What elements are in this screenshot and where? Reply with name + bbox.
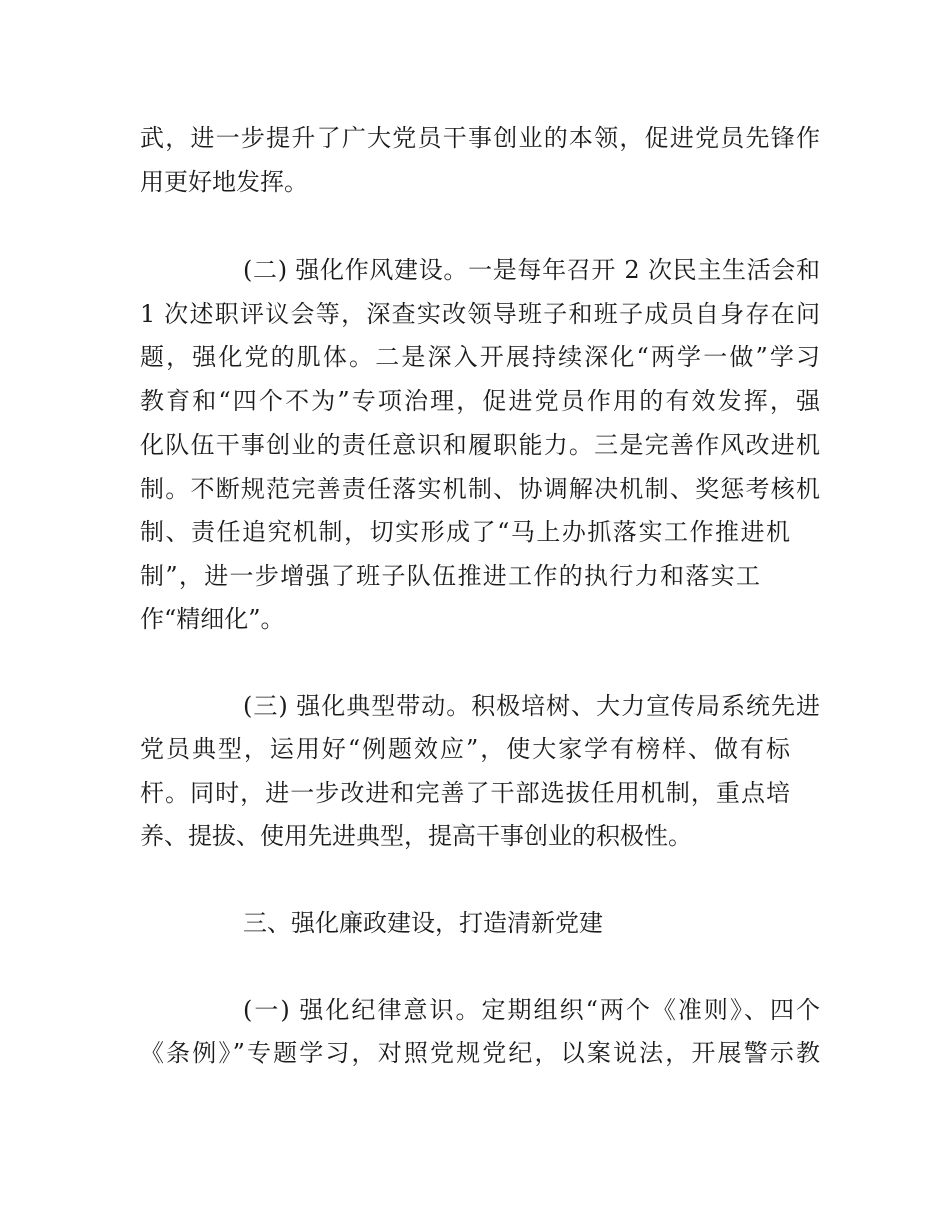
paragraph-line: 化队伍干事创业的责任意识和履职能力。三是完善作风改进机 — [140, 431, 820, 459]
paragraph-line: 题，强化党的肌体。二是深入开展持续深化“两学一做”学习 — [140, 343, 820, 371]
paragraph-line: (一) 强化纪律意识。定期组织“两个《准则》、四个 — [243, 996, 820, 1024]
paragraph-line: (三) 强化典型带动。积极培树、大力宣传局系统先进 — [243, 692, 820, 720]
paragraph-line: 制。不断规范完善责任落实机制、协调解决机制、奖惩考核机 — [140, 475, 820, 503]
paragraph-line: (二) 强化作风建设。一是每年召开 2 次民主生活会和 — [243, 256, 820, 284]
paragraph-line: 教育和“四个不为”专项治理，促进党员作用的有效发挥，强 — [140, 387, 820, 415]
paragraph-line: 党员典型，运用好“例题效应”，使大家学有榜样、做有标 — [140, 735, 790, 763]
paragraph-line: 用更好地发挥。 — [140, 168, 308, 196]
paragraph-line: 杆。同时，进一步改进和完善了干部选拔任用机制，重点培 — [140, 779, 790, 807]
paragraph-line: 《条例》”专题学习，对照党规党纪，以案说法，开展警示教 — [140, 1039, 820, 1067]
paragraph-line: 武，进一步提升了广大党员干事创业的本领，促进党员先锋作 — [140, 124, 820, 152]
paragraph-line: 养、提拔、使用先进典型，提高干事创业的积极性。 — [140, 822, 692, 850]
paragraph-line: 制”，进一步增强了班子队伍推进工作的执行力和落实工 — [140, 562, 760, 590]
paragraph-line: 1 次述职评议会等，深查实改领导班子和班子成员自身存在问 — [140, 300, 820, 328]
paragraph-line: 作“精细化”。 — [140, 605, 285, 633]
section-heading: 三、强化廉政建设，打造清新党建 — [243, 909, 603, 937]
paragraph-line: 制、责任追究机制，切实形成了“马上办抓落实工作推进机 — [140, 518, 790, 546]
